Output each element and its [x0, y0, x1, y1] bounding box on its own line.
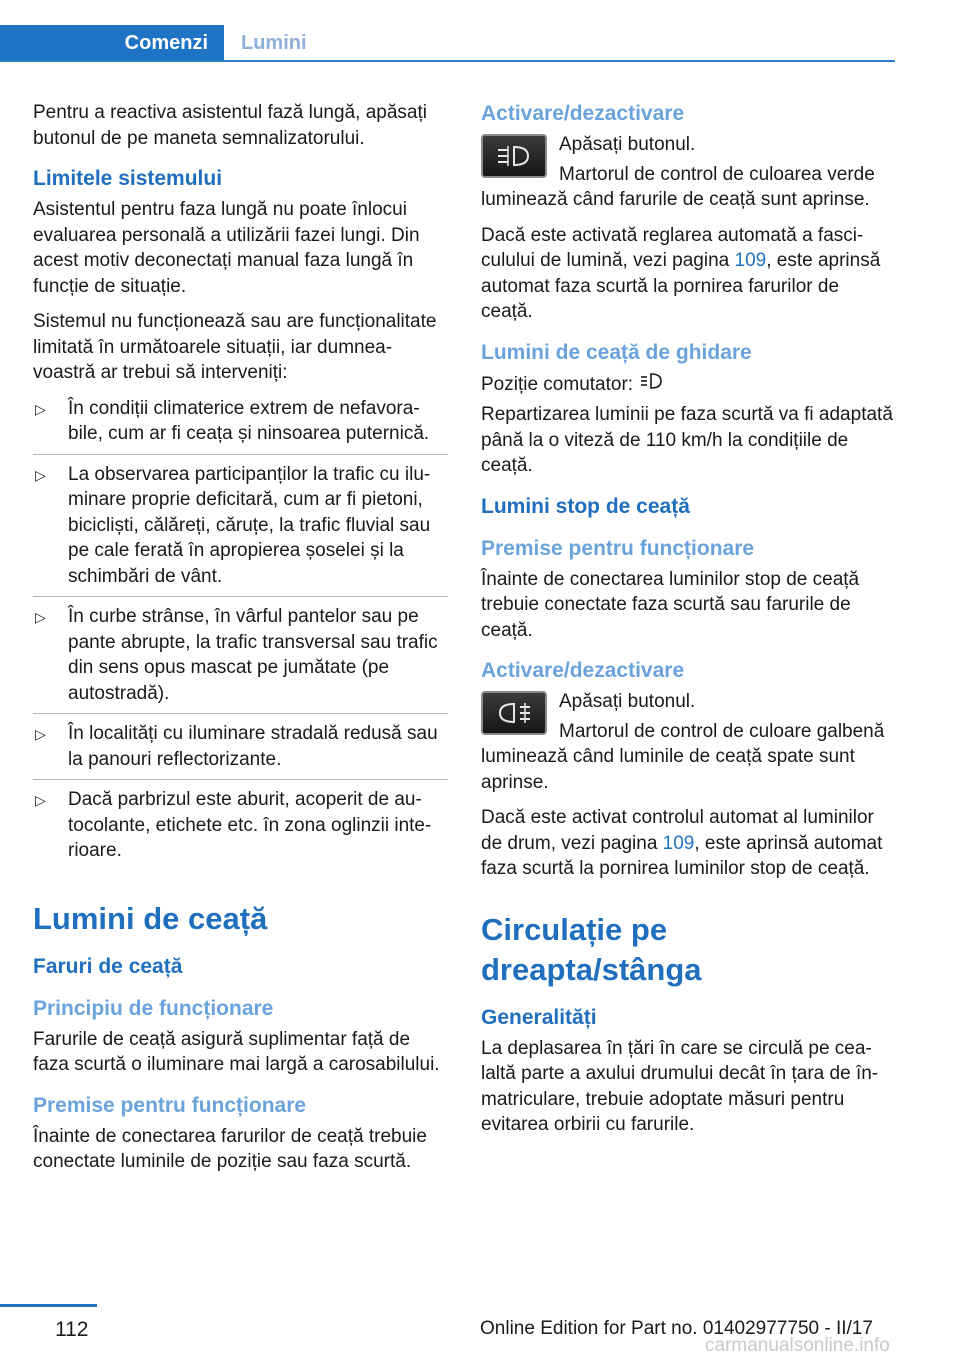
tab-lumini-label: Lumini	[241, 32, 307, 54]
auto-driving-text-b: , este aprinsă automat faza scurtă la pornirea luminilor stop de ceață.	[481, 832, 883, 879]
list-item	[33, 462, 448, 598]
bullet-triangle-icon: ▷	[35, 400, 46, 417]
rear-fog-button[interactable]	[481, 691, 547, 735]
watermark: carmanualsonline.info	[705, 1335, 890, 1356]
list-item-text: În curbe strânse, în vârful pantelor sau pe pante abrupte, la trafic transversal sau trafic din sens opus mascat pe jumătate (pe autostradă).	[68, 606, 438, 704]
front-fog-button[interactable]	[481, 134, 547, 178]
bullet-triangle-icon: ▷	[35, 609, 46, 625]
indicator-yellow-text: Martorul de control de culoare galbenă luminează când luminile de ceață spate sunt aprinse.	[481, 720, 885, 793]
tab-comenzi[interactable]	[0, 25, 224, 62]
rear-fog-button-block	[481, 689, 896, 805]
heading-guide-fog: Lumini de ceață de ghidare	[481, 340, 752, 364]
left-column	[33, 100, 448, 1185]
tab-comenzi-label: Comenzi	[124, 32, 208, 54]
indicator-green-text: Martorul de control de culoarea verde luminează când farurile de ceață sunt aprinse.	[481, 163, 875, 210]
list-item	[33, 787, 448, 871]
paragraph-auto-driving	[481, 805, 896, 882]
list-item-text: În localități cu iluminare stradală redusă sau la panouri reflectorizante.	[68, 723, 438, 770]
heading-premise: Premise pentru funcționare	[33, 1093, 307, 1117]
list-item-text: Dacă parbrizul este aburit, acoperit de autocolante, etichete etc. în zona oglinzii interioare.	[68, 789, 432, 861]
heading-principle: Principiu de funcționare	[33, 996, 274, 1020]
paragraph-limits: Asistentul pentru faza lungă nu poate înlocui evaluarea personală a utilizării fazei lungi. Din acest motiv deconectați manual faza lungă în funcție de situație.	[33, 199, 420, 297]
list-item-text: În condiții climaterice extrem de nefavorabile, cum ar fi ceața și ninsoarea puternică.	[68, 397, 430, 444]
auto-beam-text-a: Dacă este activată reglarea automată a fasciculului de lumină, vezi pagina	[481, 224, 864, 271]
footer-divider	[0, 1304, 97, 1307]
list-item-text: La observarea participanților la trafic cu iluminare proprie deficitară, cum ar fi pietoni, bicicliști, călăreți, căruțe, la trafic fluvial sau pe cale ferată în apropierea șoselei și la schimbări de vânt.	[68, 463, 431, 587]
paragraph-guide: Repartizarea luminii pe faza scurtă va fi adaptată până la o viteză de 110 km/h la condițiile de ceață.	[481, 404, 893, 476]
bullet-triangle-icon: ▷	[35, 792, 46, 808]
list-item	[33, 721, 448, 780]
heading-rear-fog: Lumini stop de ceață	[481, 494, 690, 518]
front-fog-button-block	[481, 132, 896, 223]
heading-activate-front: Activare/dezactivare	[481, 102, 685, 125]
heading-system-limits: Limitele sistemului	[33, 167, 223, 190]
heading-front-fog: Faruri de ceață	[33, 954, 183, 978]
heading-general: Generalități	[481, 1005, 597, 1029]
auto-beam-text-b: , este aprinsă automat faza scurtă la pornirea farurilor de ceață.	[481, 250, 881, 322]
paragraph-premise: Înainte de conectarea farurilor de ceață trebuie conectate luminile de poziție sau faza scurtă.	[33, 1125, 427, 1172]
heading-traffic-side: Circulație pe dreapta/stânga	[481, 911, 702, 987]
paragraph-situations: Sistemul nu funcționează sau are funcționalitate limitată în următoarele situații, iar dumneavoastră ar trebui să interveniți:	[33, 311, 437, 383]
paragraph-principle: Farurile de ceață asigură suplimentar față de faza scurtă o iluminare mai largă a carosabilului.	[33, 1028, 440, 1075]
rear-fog-icon	[494, 700, 534, 726]
heading-premise-rear: Premise pentru funcționare	[481, 536, 755, 560]
list-item	[33, 604, 448, 714]
paragraph-auto-beam	[481, 223, 896, 325]
paragraph-premise-rear: Înainte de conectarea luminilor stop de ceață trebuie conectate faza scurtă sau farurile de ceață.	[481, 568, 860, 641]
front-fog-icon	[494, 143, 534, 169]
switch-position-line	[481, 371, 896, 399]
page-link-109-second[interactable]: 109	[662, 832, 695, 854]
edition-note: Online Edition for Part no. 01402977750 - II/17	[480, 1318, 873, 1339]
switch-fog-icon	[639, 371, 665, 399]
switch-position-label: Poziție comutator:	[481, 373, 634, 395]
paragraph-reactivate: Pentru a reactiva asistentul fază lungă, apăsați butonul de pe maneta semnalizatorului.	[33, 102, 427, 149]
right-column	[481, 100, 896, 1148]
auto-driving-text-a: Dacă este activat controlul automat al luminilor de drum, vezi pagina	[481, 807, 874, 854]
paragraph-general: La deplasarea în țări în care se circulă pe cealaltă parte a axului drumului decât în țara de înmatriculare, trebuie adoptate măsuri pentru evitarea orbirii cu farurile.	[481, 1037, 879, 1135]
heading-activate-rear: Activare/dezactivare	[481, 659, 685, 682]
press-button-text-rear: Apăsați butonul.	[559, 691, 696, 712]
situations-list	[33, 396, 448, 871]
bullet-triangle-icon: ▷	[35, 466, 46, 483]
tab-lumini[interactable]	[241, 25, 307, 62]
page-number: 112	[55, 1318, 89, 1341]
bullet-triangle-icon: ▷	[35, 726, 46, 742]
heading-fog-lights: Lumini de ceață	[33, 900, 268, 936]
header-divider	[0, 60, 895, 62]
page-link-109[interactable]: 109	[734, 250, 767, 271]
press-button-text: Apăsați butonul.	[559, 134, 696, 155]
header-tabbar	[0, 0, 895, 62]
list-item	[33, 396, 448, 455]
